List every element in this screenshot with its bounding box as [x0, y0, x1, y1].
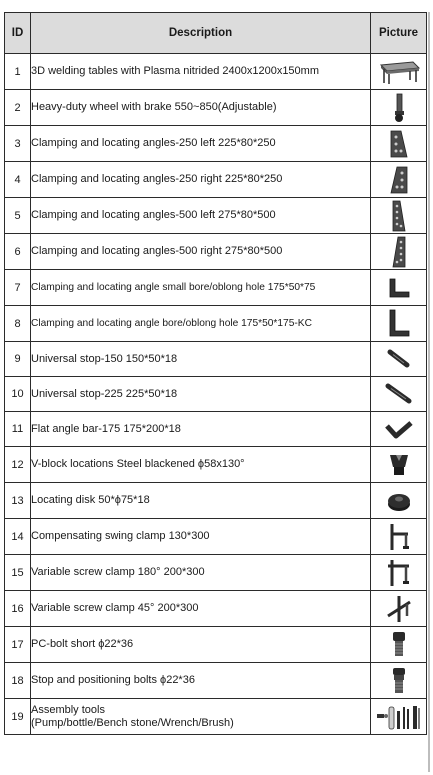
screw-clamp-45-icon	[371, 594, 426, 624]
row-id: 16	[5, 591, 31, 627]
row-id: 12	[5, 447, 31, 483]
welding-table-icon	[371, 59, 426, 85]
table-row	[5, 162, 427, 198]
table-row	[5, 377, 427, 412]
table-row	[5, 663, 427, 699]
row-id: 3	[5, 126, 31, 162]
angle-250-left-icon	[371, 129, 426, 159]
row-id: 4	[5, 162, 31, 198]
table-row	[5, 54, 427, 90]
row-description: Flat angle bar-175 175*200*18	[31, 412, 371, 447]
angle-500-right-icon	[371, 236, 426, 268]
table-row	[5, 306, 427, 342]
pc-bolt-icon	[371, 630, 426, 660]
table-row	[5, 412, 427, 447]
row-description: Universal stop-150 150*50*18	[31, 342, 371, 377]
wheel-leg-icon	[371, 93, 426, 123]
row-description: Clamping and locating angle small bore/oblong hole 175*50*75	[31, 270, 371, 306]
description-column-header: Description	[31, 13, 371, 54]
row-description: Variable screw clamp 180° 200*300	[31, 555, 371, 591]
product-spec-table	[4, 12, 427, 735]
angle-kc-icon	[371, 309, 426, 339]
table-row	[5, 483, 427, 519]
angle-250-right-icon	[371, 165, 426, 195]
row-description: Stop and positioning bolts ϕ22*36	[31, 663, 371, 699]
row-description: Locating disk 50*ϕ75*18	[31, 483, 371, 519]
row-description: PC-bolt short ϕ22*36	[31, 627, 371, 663]
row-description: Clamping and locating angles-250 right 225*80*250	[31, 162, 371, 198]
row-id: 11	[5, 412, 31, 447]
id-column-header: ID	[5, 13, 31, 54]
row-description: Clamping and locating angles-500 left 275*80*500	[31, 198, 371, 234]
small-angle-icon	[371, 277, 426, 299]
row-description: Compensating swing clamp 130*300	[31, 519, 371, 555]
table-row	[5, 627, 427, 663]
table-row	[5, 591, 427, 627]
row-description: Clamping and locating angles-250 left 225*80*250	[31, 126, 371, 162]
screw-clamp-180-icon	[371, 558, 426, 588]
row-id: 15	[5, 555, 31, 591]
table-row	[5, 126, 427, 162]
table-header-row	[5, 13, 427, 54]
v-block-icon	[371, 452, 426, 478]
row-description: Variable screw clamp 45° 200*300	[31, 591, 371, 627]
positioning-bolt-icon	[371, 666, 426, 696]
table-row	[5, 270, 427, 306]
row-id: 14	[5, 519, 31, 555]
table-row	[5, 555, 427, 591]
locating-disk-icon	[371, 489, 426, 513]
row-description	[31, 699, 371, 735]
stop-225-icon	[371, 383, 426, 405]
stop-150-icon	[371, 349, 426, 369]
row-id: 13	[5, 483, 31, 519]
row-description: Universal stop-225 225*50*18	[31, 377, 371, 412]
table-row	[5, 234, 427, 270]
row-id: 19	[5, 699, 31, 735]
table-row	[5, 198, 427, 234]
table-row	[5, 519, 427, 555]
row-id: 5	[5, 198, 31, 234]
row-id: 6	[5, 234, 31, 270]
row-description: Heavy-duty wheel with brake 550~850(Adjustable)	[31, 90, 371, 126]
table-row	[5, 699, 427, 735]
page-edge-shadow	[428, 12, 430, 772]
row-id: 10	[5, 377, 31, 412]
row-description-text: Assembly tools (Pump/bottle/Bench stone/Wrench/Brush)	[31, 703, 234, 729]
angle-500-left-icon	[371, 200, 426, 232]
flat-angle-bar-icon	[371, 418, 426, 440]
row-description: Clamping and locating angles-500 right 275*80*500	[31, 234, 371, 270]
table-row	[5, 90, 427, 126]
row-id: 18	[5, 663, 31, 699]
table-row	[5, 447, 427, 483]
swing-clamp-icon	[371, 522, 426, 552]
row-id: 7	[5, 270, 31, 306]
table-row	[5, 342, 427, 377]
assembly-tools-icon	[371, 703, 426, 731]
row-id: 17	[5, 627, 31, 663]
row-id: 9	[5, 342, 31, 377]
row-id: 2	[5, 90, 31, 126]
row-description: Clamping and locating angle bore/oblong hole 175*50*175-KC	[31, 306, 371, 342]
row-description: 3D welding tables with Plasma nitrided 2400x1200x150mm	[31, 54, 371, 90]
row-id: 8	[5, 306, 31, 342]
row-id: 1	[5, 54, 31, 90]
picture-column-header: Picture	[371, 13, 427, 54]
row-description: V-block locations Steel blackened ϕ58x130°	[31, 447, 371, 483]
